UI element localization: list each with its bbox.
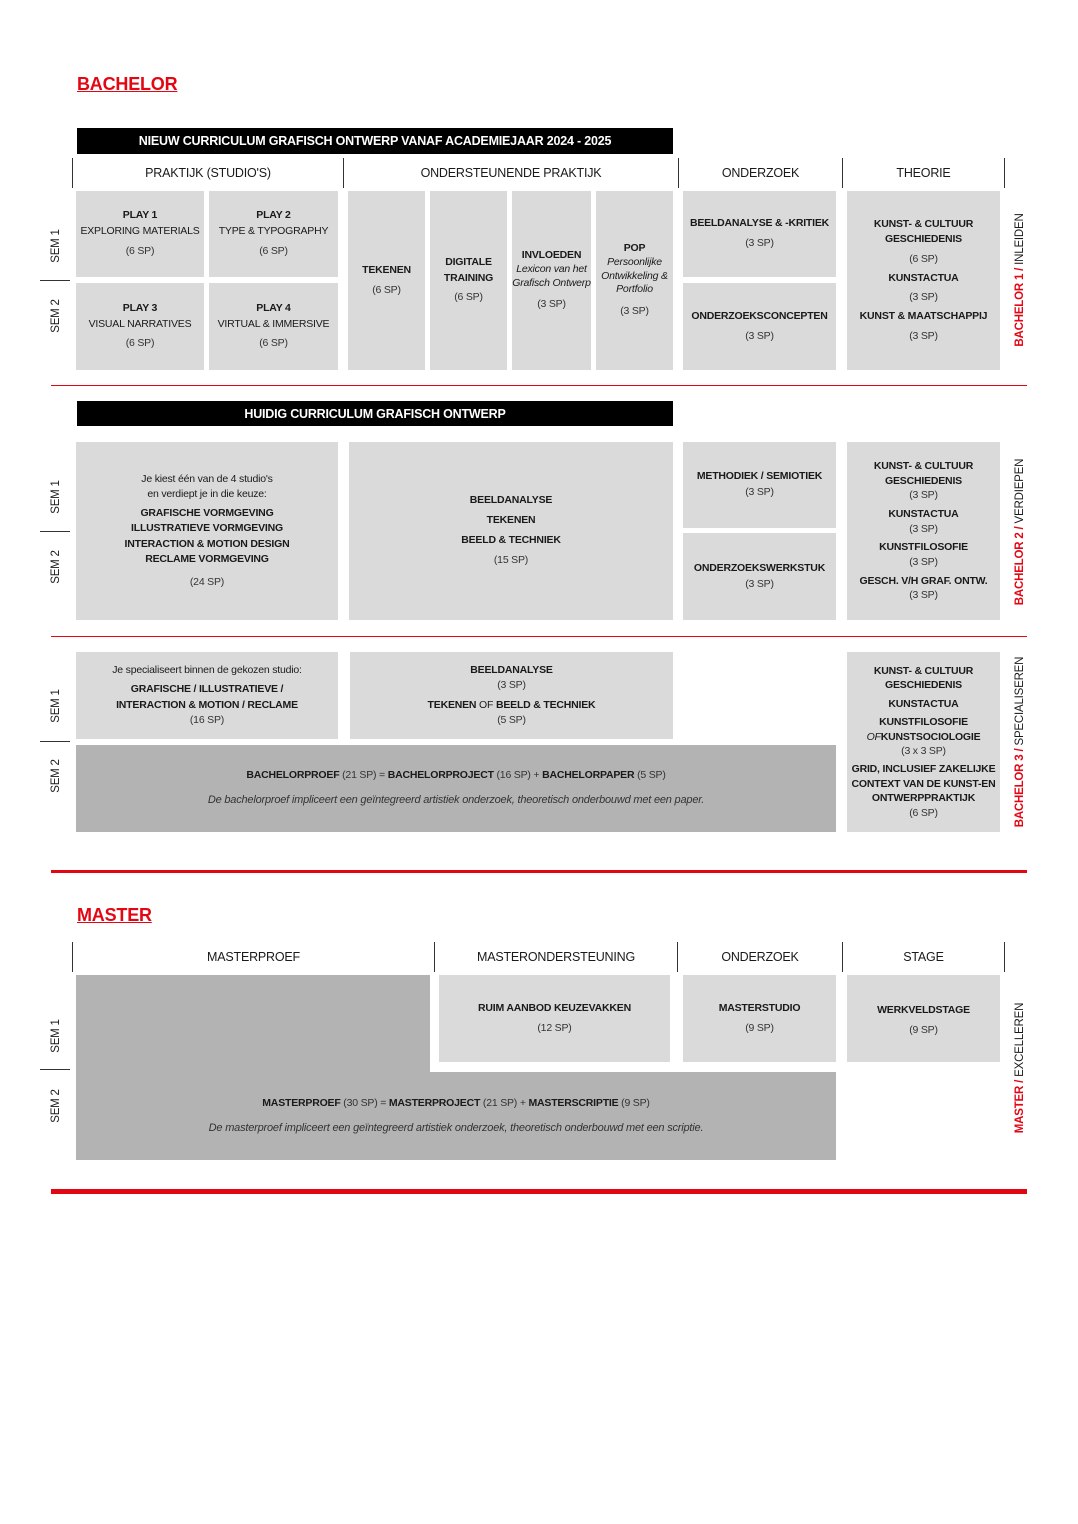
pop-title: POP: [623, 242, 646, 255]
play4-sp: (6 SP): [259, 337, 288, 350]
sem-divider: [40, 280, 70, 281]
studio2-intro-1: Je kiest één van de 4 studio's: [141, 472, 273, 485]
column-praktijk: PRAKTIJK (STUDIO'S): [72, 158, 343, 188]
theorie2-t1a: KUNST- & CULTUUR: [873, 459, 974, 472]
bachelor3-label: BACHELOR 3 /: [1014, 748, 1026, 828]
invloeden-title: INVLOEDEN: [521, 249, 582, 262]
theorie2-t3: KUNSTFILOSOFIE: [879, 541, 968, 554]
masterscriptie-label: MASTERSCRIPTIE: [528, 1096, 619, 1109]
studio-year3-box: [76, 652, 338, 739]
bachelorproef-box: [76, 745, 836, 832]
tekenen-box: [348, 191, 425, 370]
werkveldstage-sp: (9 SP): [909, 1023, 938, 1036]
theorie3-of: OF: [866, 730, 881, 743]
theorie-year3-box: [847, 652, 1000, 832]
theorie3-t1a: KUNST- & CULTUUR: [873, 664, 974, 677]
column-master-onderzoek: ONDERZOEK: [677, 942, 842, 972]
theorie1-t2: KUNSTACTUA: [888, 271, 959, 284]
theorie3-t1b: GESCHIEDENIS: [885, 679, 962, 692]
play3-sp: (6 SP): [125, 337, 155, 350]
pop-sub-3: Portfolio: [616, 283, 653, 296]
theorie2-s1: (3 SP): [909, 489, 938, 502]
play1-title: PLAY 1: [122, 209, 158, 222]
keuzevakken-box: [439, 975, 670, 1062]
methodiek-title: METHODIEK / SEMIOTIEK: [696, 470, 823, 483]
masterproef-description: De masterproef impliceert een geïntegreerd artistiek onderzoek, theoretisch onderbouwd met een scriptie.: [208, 1121, 704, 1134]
theorie3-s4: (6 SP): [909, 806, 938, 819]
masterproef-label: MASTERPROEF: [262, 1096, 341, 1109]
sem1-label: SEM 1: [50, 229, 62, 263]
bachelorpaper-label: BACHELORPAPER: [542, 769, 635, 782]
theorie3-t3b: KUNSTSOCIOLOGIE: [880, 730, 981, 743]
methodiek-sp: (3 SP): [745, 486, 774, 498]
support3-sp-1: (3 SP): [497, 679, 526, 692]
bachelor2-phase: VERDIEPEN: [1014, 458, 1026, 524]
sem-divider-y2: [40, 531, 70, 532]
theorie3-t4a: GRID, INCLUSIEF ZAKELIJKE: [851, 763, 996, 776]
masterproject-label: MASTERPROJECT: [388, 1096, 481, 1109]
sem-divider-y3: [40, 741, 70, 742]
onderzoeksconcepten-box: [683, 283, 836, 370]
bachelorproef-label: BACHELORPROEF: [246, 769, 340, 782]
invloeden-sub-2: Grafisch Ontwerp: [512, 276, 591, 289]
pop-box: [596, 191, 673, 370]
new-curriculum-banner: NIEUW CURRICULUM GRAFISCH ONTWERP VANAF ACADEMIEJAAR 2024 - 2025: [77, 128, 673, 154]
studio2-sp: (24 SP): [189, 576, 225, 589]
onderzoekswerkstuk-box: [683, 533, 836, 620]
pop-sp: (3 SP): [620, 304, 649, 317]
bachelor2-label: BACHELOR 2 /: [1014, 526, 1026, 606]
theorie1-s2: (3 SP): [909, 291, 938, 304]
theorie3-t3: KUNSTFILOSOFIE: [879, 716, 968, 729]
beeldanalyse-kritiek-box: [683, 191, 836, 277]
master-phase: EXCELLEREN: [1014, 1002, 1026, 1077]
studio2-line-1: GRAFISCHE VORMGEVING: [140, 507, 274, 520]
bachelorpaper-sp: (5 SP): [634, 769, 666, 782]
play4-title: PLAY 4: [256, 301, 291, 314]
play2-sp: (6 SP): [259, 244, 288, 257]
bachelor1-label: BACHELOR 1 /: [1014, 267, 1026, 347]
play3-box: [76, 283, 204, 370]
play3-title: PLAY 3: [122, 301, 158, 314]
theorie2-s4: (3 SP): [909, 589, 938, 602]
theorie2-t4: GESCH. V/H GRAF. ONTW.: [859, 574, 988, 587]
sem2-label-y3: SEM 2: [50, 759, 62, 793]
divider-master-end: [51, 1189, 1027, 1194]
theorie2-s2: (3 SP): [909, 522, 938, 535]
werkveldstage-box: [847, 975, 1000, 1062]
theorie1-t1b: GESCHIEDENIS: [885, 233, 962, 246]
theorie1-s3: (3 SP): [909, 329, 938, 342]
bachelor1-side-label: [1010, 213, 1030, 347]
bachelor1-phase: INLEIDEN: [1014, 213, 1026, 265]
masterscriptie-sp: (9 SP): [618, 1096, 650, 1109]
support3-tekenen: TEKENEN: [427, 698, 477, 711]
theorie3-t2: KUNSTACTUA: [888, 697, 959, 710]
digitale-title-2: TRAINING: [443, 271, 494, 284]
tekenen-title: TEKENEN: [362, 263, 411, 276]
masterproject-sp: (21 SP) +: [480, 1096, 529, 1109]
tekenen-sp: (6 SP): [372, 283, 401, 296]
keuzevakken-sp: (12 SP): [537, 1021, 572, 1034]
column-onderzoek: ONDERZOEK: [678, 158, 842, 188]
bachelor2-side-label: [1010, 458, 1030, 606]
bachelorproef-sp: (21 SP) =: [339, 769, 388, 782]
theorie-year2-box: [847, 442, 1000, 620]
invloeden-sub-1: Lexicon van het: [516, 262, 587, 275]
theorie1-s1: (6 SP): [909, 252, 938, 265]
column-ondersteunende-praktijk: ONDERSTEUNENDE PRAKTIJK: [343, 158, 678, 188]
sem2-label-y2: SEM 2: [50, 550, 62, 584]
theorie2-s3: (3 SP): [909, 556, 938, 569]
studio3-intro: Je specialiseert binnen de gekozen studio:: [112, 664, 302, 677]
play4-sub: VIRTUAL & IMMERSIVE: [217, 317, 330, 330]
bachelor3-side-label: [1010, 652, 1030, 832]
play2-sub: TYPE & TYPOGRAPHY: [218, 225, 329, 238]
werkstuk-title: ONDERZOEKSWERKSTUK: [693, 561, 826, 574]
masterstudio-title: MASTERSTUDIO: [718, 1001, 801, 1014]
play1-box: [76, 191, 204, 277]
studio2-line-3: INTERACTION & MOTION DESIGN: [124, 537, 290, 550]
bachelor3-phase: SPECIALISEREN: [1014, 656, 1026, 746]
studio2-line-2: ILLUSTRATIEVE VORMGEVING: [131, 522, 283, 535]
bachelorproject-label: BACHELORPROJECT: [387, 769, 494, 782]
invloeden-sp: (3 SP): [537, 298, 566, 311]
digitale-training-box: [430, 191, 507, 370]
sem2-label: SEM 2: [50, 299, 62, 333]
support2-line-2: TEKENEN: [486, 514, 536, 527]
onderzoeksconcepten-title: ONDERZOEKSCONCEPTEN: [691, 309, 828, 322]
bachelorproject-sp: (16 SP) +: [493, 769, 543, 782]
divider-bachelor-end: [51, 870, 1027, 873]
theorie3-t4c: ONTWERPPRAKTIJK: [871, 792, 976, 805]
master-side-label: [1010, 998, 1030, 1138]
support3-sp-2: (5 SP): [497, 713, 526, 726]
beeldanalyse-kritiek-sp: (3 SP): [745, 237, 774, 249]
theorie2-t2: KUNSTACTUA: [888, 507, 959, 520]
sem1-label-master: SEM 1: [50, 1019, 62, 1053]
divider-year2: [51, 636, 1027, 637]
beeldanalyse-kritiek-title: BEELDANALYSE & -KRITIEK: [689, 217, 830, 230]
studio3-line-2: INTERACTION & MOTION / RECLAME: [116, 698, 298, 711]
support3-beeld-techniek: BEELD & TECHNIEK: [495, 698, 596, 711]
pop-sub-2: Ontwikkeling &: [601, 269, 668, 282]
studio3-sp: (16 SP): [189, 713, 225, 726]
sem1-label-y2: SEM 1: [50, 480, 62, 514]
bachelor-title: BACHELOR: [77, 74, 178, 94]
support2-line-1: BEELDANALYSE: [469, 494, 553, 507]
pop-sub-1: Persoonlijke: [607, 256, 662, 269]
master-label: MASTER /: [1014, 1079, 1026, 1134]
play2-box: [209, 191, 338, 277]
sem1-label-y3: SEM 1: [50, 689, 62, 723]
theorie3-s3: (3 x 3 SP): [901, 745, 946, 757]
support3-line-1: BEELDANALYSE: [470, 664, 553, 677]
divider-year1: [51, 385, 1027, 386]
masterstudio-sp: (9 SP): [745, 1021, 774, 1034]
theorie-year1-box: [847, 191, 1000, 370]
play1-sp: (6 SP): [125, 244, 155, 257]
studio-year2-box: [76, 442, 338, 620]
werkstuk-sp: (3 SP): [745, 577, 774, 590]
masterproef-top-block: [76, 975, 430, 1075]
play2-title: PLAY 2: [256, 209, 291, 222]
master-title: MASTER: [77, 905, 152, 925]
digitale-sp: (6 SP): [454, 291, 483, 304]
methodiek-box: [683, 442, 836, 528]
sem2-label-master: SEM 2: [50, 1089, 62, 1123]
studio2-line-4: RECLAME VORMGEVING: [145, 552, 269, 565]
studio3-line-1: GRAFISCHE / ILLUSTRATIEVE /: [130, 683, 284, 696]
studio2-intro-2: en verdiept je in die keuze:: [147, 487, 267, 500]
support-year2-box: [349, 442, 673, 620]
support2-sp: (15 SP): [493, 553, 529, 566]
masterproef-sp: (30 SP) =: [340, 1096, 389, 1109]
theorie1-t1a: KUNST- & CULTUUR: [873, 218, 974, 231]
invloeden-box: [512, 191, 591, 370]
bachelorproef-description: De bachelorproef impliceert een geïntegreerd artistiek onderzoek, theoretisch onderbouwd met een paper.: [207, 794, 705, 807]
masterstudio-box: [683, 975, 836, 1062]
werkveldstage-title: WERKVELDSTAGE: [877, 1004, 970, 1016]
keuzevakken-title: RUIM AANBOD KEUZEVAKKEN: [478, 1001, 631, 1014]
play4-box: [209, 283, 338, 370]
support-year3-box: [350, 652, 673, 739]
theorie1-t3: KUNST & MAATSCHAPPIJ: [859, 310, 988, 323]
support2-line-3: BEELD & TECHNIEK: [461, 534, 561, 546]
digitale-title-1: DIGITALE: [445, 255, 492, 268]
masterproef-box: [76, 1072, 836, 1160]
play1-sub: EXPLORING MATERIALS: [80, 225, 200, 238]
column-theorie: THEORIE: [842, 158, 1005, 188]
onderzoeksconcepten-sp: (3 SP): [745, 329, 774, 342]
column-stage: STAGE: [842, 942, 1005, 972]
current-curriculum-banner: HUIDIG CURRICULUM GRAFISCH ONTWERP: [77, 401, 673, 426]
play3-sub: VISUAL NARRATIVES: [88, 317, 192, 330]
support3-of: OF: [476, 698, 496, 711]
sem-divider-master: [40, 1069, 70, 1070]
theorie2-t1b: GESCHIEDENIS: [885, 474, 962, 487]
column-masterproef: MASTERPROEF: [72, 942, 434, 972]
column-masterondersteuning: MASTERONDERSTEUNING: [434, 942, 677, 972]
theorie3-t4b: CONTEXT VAN DE KUNST-EN: [851, 777, 996, 790]
